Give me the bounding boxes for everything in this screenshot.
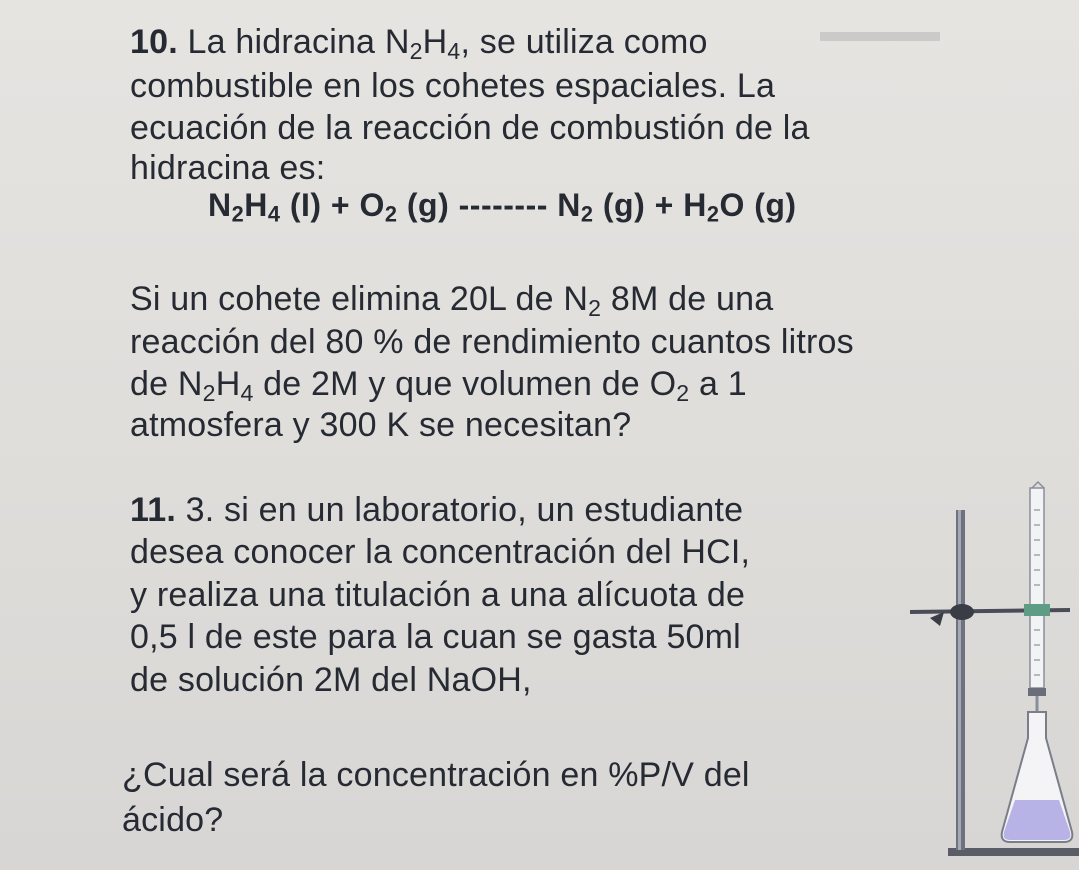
problem-11-line-2: desea conocer la concentración del HCI, [130, 533, 751, 571]
bleed-through-shape: ▬▬▬▬ [820, 15, 940, 48]
titration-apparatus-icon [900, 480, 1079, 870]
problem-11-question-line-1: ¿Cual será la concentración en %P/V del [122, 756, 750, 794]
reaction-arrow: -------- [458, 187, 548, 223]
problem-10-line-1: 10. La hidracina $N_2H_4$, se utiliza como [130, 23, 708, 64]
problem-11-line-5: de solución 2M del NaOH, [130, 661, 532, 699]
problem-11-line-4: 0,5 l de este para la cuan se gasta 50ml [130, 618, 741, 656]
flask-liquid [1004, 800, 1071, 840]
problem-10-line-4: hidracina es: [130, 149, 326, 187]
burette [1030, 488, 1044, 688]
problem-10-question-line-4: atmosfera y 300 K se necesitan? [130, 406, 632, 444]
problem-10-number: 10. [130, 23, 178, 61]
stand-base [948, 848, 1079, 856]
problem-10-line-2: combustible en los cohetes espaciales. La [130, 67, 776, 105]
clamp-knob [950, 604, 974, 620]
problem-10-question-line-3: de $N_2H_4$ de 2M y que volumen de $O_2$ a 1 [130, 365, 747, 406]
problem-10-question-line-1: Si un cohete elimina 20L de $N_2$ 8M de una [130, 280, 774, 321]
problem-11-number: 11. [130, 491, 176, 529]
problem-11-line-1: 11. 3. si en un laboratorio, un estudiante [130, 491, 744, 529]
problem-11-question-line-2: ácido? [122, 801, 224, 839]
problem-11-line-3: y realiza una titulación a una alícuota de [130, 576, 746, 614]
combustion-equation: $N_2H_4$ $(I) + O_2$ (g) -------- $N_2$ $(g) + H_2O$ (g) [208, 187, 797, 227]
problem-10-question-line-2: reacción del 80 % de rendimiento cuantos litros [130, 323, 854, 361]
burette-clamp [1024, 604, 1050, 616]
problem-10-line-3: ecuación de la reacción de combustión de la [130, 109, 810, 147]
